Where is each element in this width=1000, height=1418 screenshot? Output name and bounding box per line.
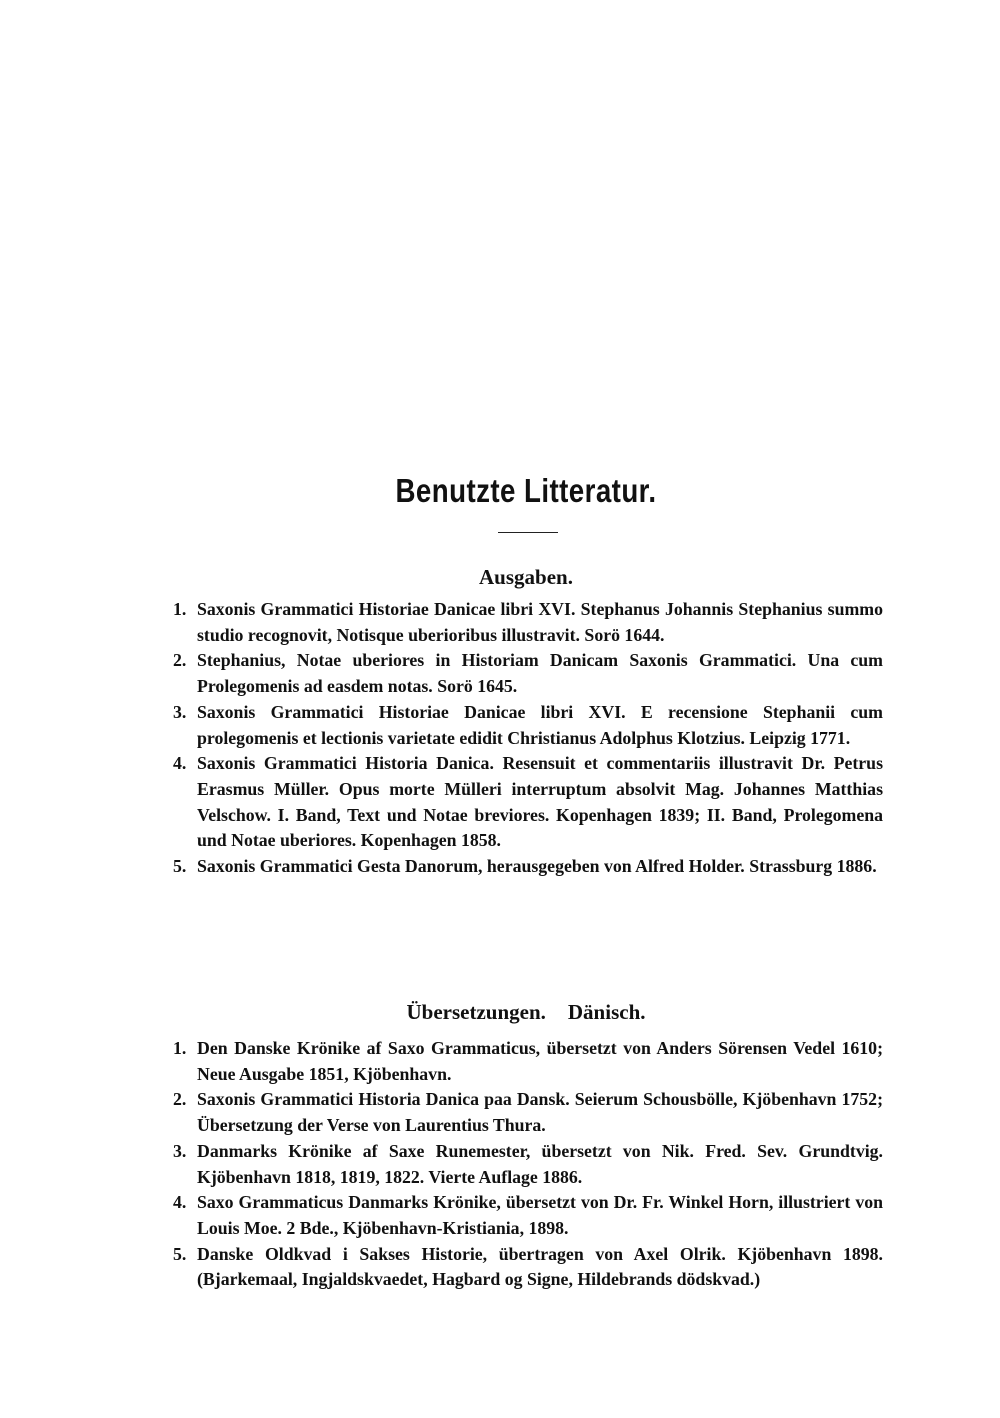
entry-text: Saxo Grammaticus Danmarks Krönike, übersetzt von Dr. Fr. Winkel Horn, illustriert von Louis Moe. 2 Bde., Kjöbenhavn-Kristiania, 1898. (197, 1192, 883, 1238)
entry-number: 3. (173, 1140, 187, 1161)
entry-text: Saxonis Grammatici Historia Danica. Resensuit et commentariis illustravit Dr. Petrus Erasmus Müller. Opus morte Mülleri interruptum absolvit Mag. Johannes Matthias Velschow. I. Band, Text und Notae breviores. Kopenhagen 1839; II. Band, Prolegomena und Notae uberiores. Kopenhagen 1858. (197, 753, 883, 851)
entry-text: Saxonis Grammatici Historiae Danicae libri XVI. Stephanus Johannis Stephanius summo studio recognovit, Notisque uberioribus illustravit. Sorö 1644. (197, 599, 883, 645)
list-item (173, 1087, 883, 1138)
entry-number: 1. (173, 599, 187, 619)
entry-number: 3. (173, 701, 187, 722)
entry-number: 4. (173, 753, 187, 774)
entry-text: Saxonis Grammatici Historia Danica paa Dansk. Seierum Schousbölle, Kjöbenhavn 1752; Übersetzung der Verse von Laurentius Thura. (197, 1089, 883, 1136)
section-heading-ausgaben: Ausgaben. (479, 565, 573, 589)
entry-number: 5. (173, 856, 187, 877)
entry-number: 2. (173, 1089, 187, 1110)
entry-text: Saxonis Grammatici Historiae Danicae libri XVI. E recensione Stephanii cum prolegomenis et lectionis varietate edidit Christianus Adolphus Klotzius. Leipzig 1771. (197, 701, 883, 748)
list-item (173, 1036, 883, 1087)
list-item (173, 648, 883, 699)
list-item (173, 751, 883, 854)
page-title: Benutzte Litteratur. (395, 472, 657, 509)
section-heading-sub: Dänisch. (567, 1000, 646, 1024)
list-item (173, 700, 883, 751)
ausgaben-list (173, 597, 883, 880)
section-heading-uebersetzungen (0, 1000, 1000, 1025)
section-heading-main: Übersetzungen. (406, 1000, 546, 1024)
entry-number: 5. (173, 1243, 187, 1264)
title-divider (498, 532, 558, 533)
entry-text: Stephanius, Notae uberiores in Historiam Danicam Saxonis Grammatici. Una cum Prolegomenis ad easdem notas. Sorö 1645. (197, 650, 883, 697)
entry-number: 4. (173, 1192, 187, 1213)
entry-text: Danmarks Krönike af Saxe Runemester, übersetzt von Nik. Fred. Sev. Grundtvig. Kjöbenhavn 1818, 1819, 1822. Vierte Auflage 1886. (197, 1140, 883, 1187)
entry-text: Saxonis Grammatici Gesta Danorum, herausgegeben von Alfred Holder. Strassburg 1886. (197, 856, 877, 877)
list-item (173, 1190, 883, 1241)
uebersetzungen-list (173, 1036, 883, 1293)
list-item (173, 1139, 883, 1190)
entry-number: 2. (173, 650, 187, 671)
entry-text: Danske Oldkvad i Sakses Historie, übertragen von Axel Olrik. Kjöbenhavn 1898. (Bjarkemaal, Ingjaldskvaedet, Hagbard og Signe, Hildebrands dödskvad.) (197, 1243, 883, 1290)
list-item (173, 854, 883, 880)
list-item (173, 1242, 883, 1293)
list-item (173, 597, 883, 648)
entry-number: 1. (173, 1038, 187, 1058)
entry-text: Den Danske Krönike af Saxo Grammaticus, übersetzt von Anders Sörensen Vedel 1610; Neue Ausgabe 1851, Kjöbenhavn. (197, 1038, 883, 1084)
